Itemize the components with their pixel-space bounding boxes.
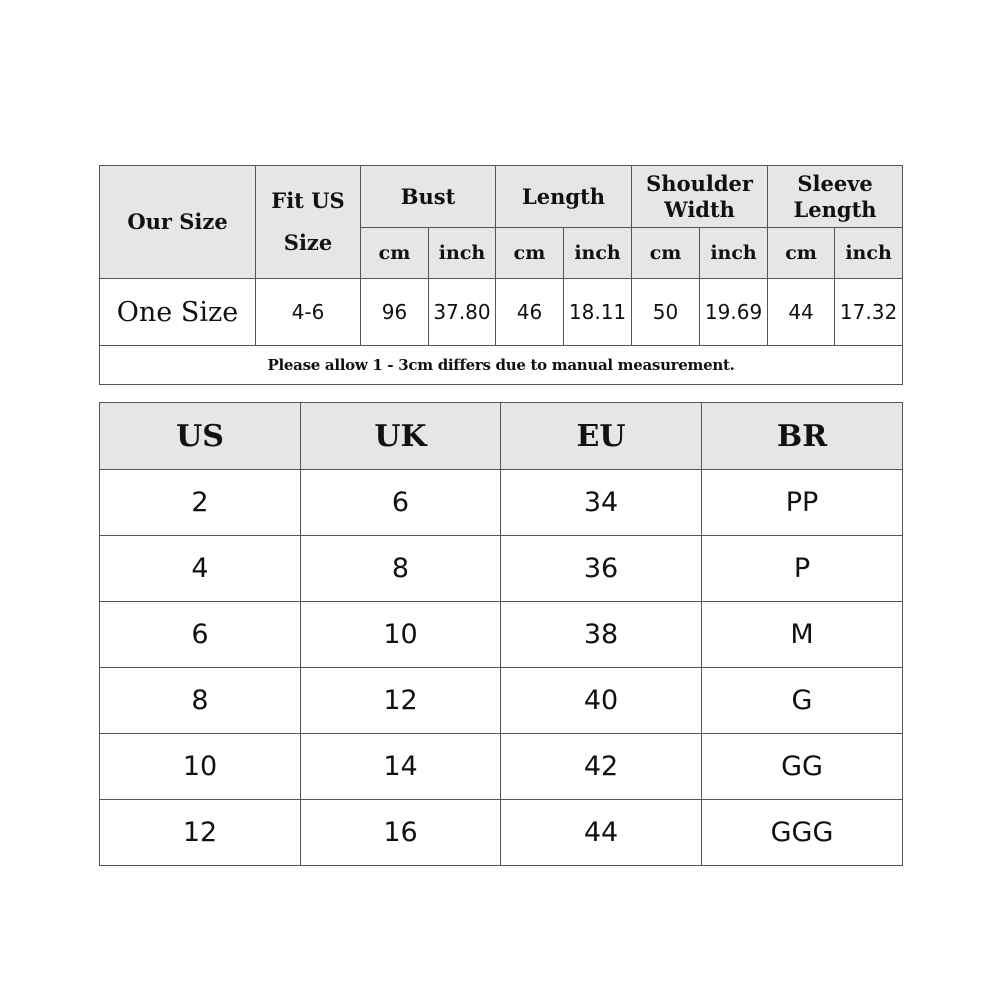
cell-eu: 34 <box>501 470 702 536</box>
table-row <box>100 470 903 536</box>
cell-us: 8 <box>100 668 301 734</box>
unit-length-cm: cm <box>496 228 564 279</box>
header-eu: EU <box>501 403 702 470</box>
cell-length-cm: 46 <box>496 279 564 346</box>
table-row <box>100 800 903 866</box>
header-sleeve-length: Sleeve Length <box>768 166 903 228</box>
cell-us: 10 <box>100 734 301 800</box>
cell-our-size: One Size <box>100 279 256 346</box>
cell-uk: 10 <box>301 602 501 668</box>
unit-length-inch: inch <box>564 228 632 279</box>
cell-br: PP <box>702 470 903 536</box>
unit-bust-inch: inch <box>429 228 496 279</box>
cell-uk: 16 <box>301 800 501 866</box>
cell-br: G <box>702 668 903 734</box>
cell-sleeve-cm: 44 <box>768 279 835 346</box>
cell-eu: 36 <box>501 536 702 602</box>
header-us: US <box>100 403 301 470</box>
cell-br: GG <box>702 734 903 800</box>
cell-length-inch: 18.11 <box>564 279 632 346</box>
unit-sleeve-cm: cm <box>768 228 835 279</box>
header-br: BR <box>702 403 903 470</box>
cell-sleeve-inch: 17.32 <box>835 279 903 346</box>
cell-eu: 42 <box>501 734 702 800</box>
unit-shoulder-cm: cm <box>632 228 700 279</box>
header-bust: Bust <box>361 166 496 228</box>
cell-uk: 6 <box>301 470 501 536</box>
cell-uk: 12 <box>301 668 501 734</box>
size-conversion-table <box>99 402 903 866</box>
cell-br: GGG <box>702 800 903 866</box>
cell-shoulder-cm: 50 <box>632 279 700 346</box>
header-shoulder-width: Shoulder Width <box>632 166 768 228</box>
size-chart-table <box>99 165 903 385</box>
cell-fit-us-size: 4-6 <box>256 279 361 346</box>
cell-shoulder-inch: 19.69 <box>700 279 768 346</box>
header-length: Length <box>496 166 632 228</box>
table-row <box>100 668 903 734</box>
cell-eu: 44 <box>501 800 702 866</box>
header-uk: UK <box>301 403 501 470</box>
cell-us: 2 <box>100 470 301 536</box>
unit-bust-cm: cm <box>361 228 429 279</box>
table-row <box>100 734 903 800</box>
table-row <box>100 279 903 346</box>
cell-br: P <box>702 536 903 602</box>
cell-eu: 38 <box>501 602 702 668</box>
cell-us: 6 <box>100 602 301 668</box>
table-row <box>100 602 903 668</box>
cell-uk: 8 <box>301 536 501 602</box>
cell-us: 4 <box>100 536 301 602</box>
cell-bust-inch: 37.80 <box>429 279 496 346</box>
header-our-size: Our Size <box>100 166 256 279</box>
cell-eu: 40 <box>501 668 702 734</box>
unit-shoulder-inch: inch <box>700 228 768 279</box>
cell-us: 12 <box>100 800 301 866</box>
measurement-note: Please allow 1 - 3cm differs due to manual measurement. <box>100 346 903 385</box>
cell-uk: 14 <box>301 734 501 800</box>
cell-bust-cm: 96 <box>361 279 429 346</box>
table-row <box>100 536 903 602</box>
unit-sleeve-inch: inch <box>835 228 903 279</box>
cell-br: M <box>702 602 903 668</box>
header-fit-us-size: Fit US Size <box>256 166 361 279</box>
